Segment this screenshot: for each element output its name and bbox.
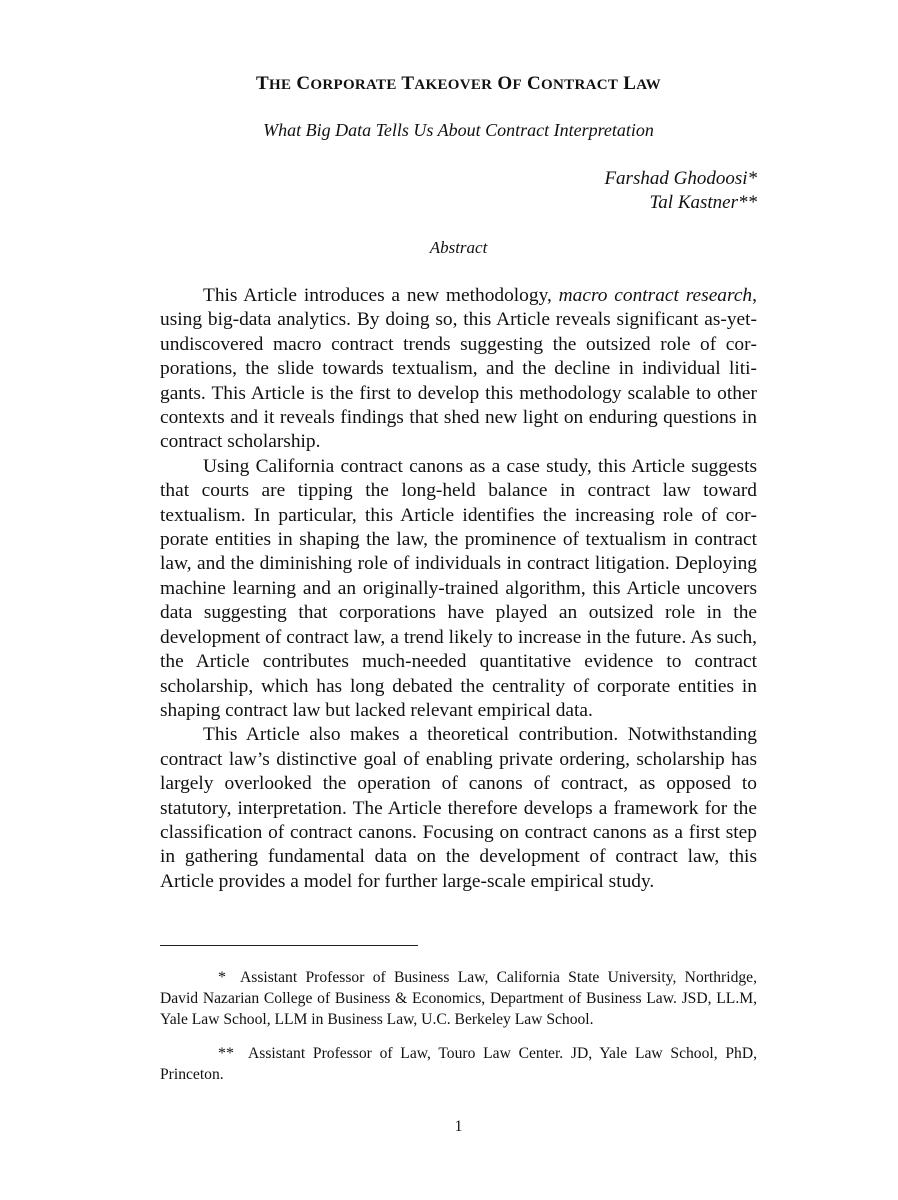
author-name: Tal Kastner**: [649, 192, 757, 213]
emphasized-term: macro contract research: [558, 285, 753, 306]
footnote-separator: [160, 945, 418, 946]
page-number: 1: [454, 1118, 463, 1135]
abstract-text: This Article introduces a new methodology,: [203, 285, 559, 306]
footnote-marker: *: [218, 969, 226, 986]
footnote: [160, 967, 757, 1030]
footnote: [160, 1043, 757, 1085]
abstract-body: [160, 284, 757, 894]
abstract-text: , using big-data analytics. By doing so, this Article reveals significant as-yet-undiscovered macro contract trends suggesting the outsized role of corporations, the slide towards textualism, and the decline in individual litigants. This Article is the first to develop this methodology scalable to other contexts and it reveals findings that shed new light on enduring questions in contract scholarship.: [160, 285, 757, 453]
footnotes: [160, 967, 757, 1098]
author-name: Farshad Ghodoosi*: [604, 168, 757, 189]
abstract-paragraph: This Article also makes a theoretical contribution. Notwithstanding contract law’s distinctive goal of enabling private ordering, scholarship has largely overlooked the operation of canons of contract, as opposed to statutory, interpretation. The Article therefore develops a framework for the classification of contract canons. Focusing on contract canons as a first step in gathering fundamental data on the development of contract law, this Article provides a model for further large-scale empirical study.: [160, 724, 757, 892]
article-title: THE CORPORATE TAKEOVER OF CONTRACT LAW: [256, 73, 661, 94]
abstract-paragraph: Using California contract canons as a case study, this Article suggests that courts are tipping the long-held balance in contract law toward textualism. In particular, this Article identifies the increasing role of corporate entities in shaping the law, the prominence of textualism in contract law, and the diminishing role of individuals in contract litigation. Deploying machine learning and an originally-trained algorithm, this Article uncovers data suggesting that corporations have played an outsized role in the development of contract law, a trend likely to increase in the future. As such, the Article contributes much-needed quantitative evidence to contract scholarship, which has long debated the centrality of corporate entities in shaping contract law but lacked relevant empirical data.: [160, 455, 757, 721]
article-subtitle: What Big Data Tells Us About Contract Interpretation: [263, 120, 654, 140]
footnote-text: Assistant Professor of Business Law, California State University, Northridge, David Nazarian College of Business & Economics, Department of Business Law. JSD, LL.M, Yale Law School, LLM in Business Law, U.C. Berkeley Law School.: [160, 969, 757, 1028]
footnote-text: Assistant Professor of Law, Touro Law Center. JD, Yale Law School, PhD, Princeton.: [160, 1045, 757, 1083]
author-list: [604, 167, 757, 215]
abstract-heading: Abstract: [429, 238, 488, 257]
footnote-marker: **: [218, 1045, 234, 1062]
abstract-paragraph: [160, 284, 757, 455]
